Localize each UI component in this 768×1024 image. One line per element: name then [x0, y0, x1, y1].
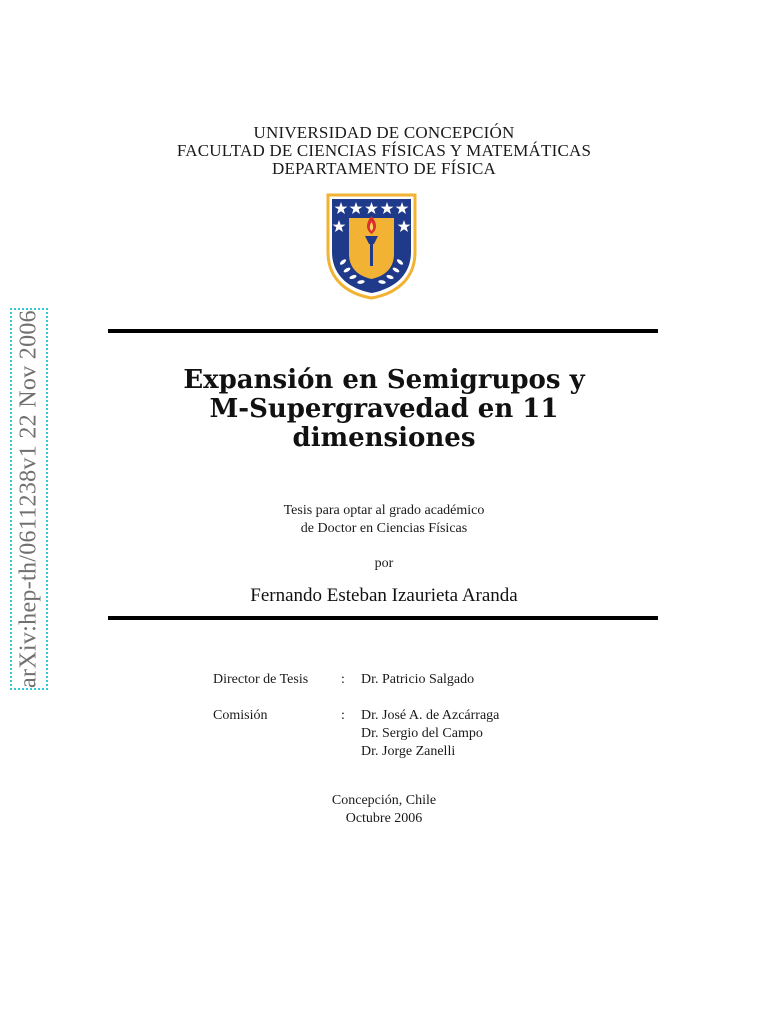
date: Octubre 2006 — [345, 811, 423, 826]
director-colon: : — [341, 672, 345, 687]
committee-member: Dr. Jorge Zanelli — [361, 744, 456, 759]
comision-colon: : — [341, 708, 345, 723]
university-crest-icon — [325, 192, 418, 300]
faculty-name: FACULTAD DE CIENCIAS FÍSICAS Y MATEMÁTICAS — [176, 141, 592, 160]
thesis-title-line-1: Expansión en Semigrupos y — [183, 365, 585, 395]
arxiv-stamp-text: arXiv:hep-th/0611238v1 22 Nov 2006 — [15, 310, 42, 688]
place: Concepción, Chile — [331, 793, 437, 808]
thesis-title-line-3: dimensiones — [292, 423, 476, 453]
by-label: por — [374, 556, 394, 571]
author-name: Fernando Esteban Izaurieta Aranda — [250, 585, 518, 606]
university-name: UNIVERSIDAD DE CONCEPCIÓN — [253, 123, 515, 142]
department-name: DEPARTAMENTO DE FÍSICA — [272, 159, 496, 178]
director-name: Dr. Patricio Salgado — [361, 672, 475, 687]
thesis-purpose-line-2: de Doctor en Ciencias Físicas — [300, 521, 468, 536]
arxiv-stamp — [10, 308, 48, 690]
comision-label: Comisión — [213, 708, 268, 723]
top-rule — [108, 329, 658, 333]
committee-member: Dr. José A. de Azcárraga — [361, 708, 500, 723]
bottom-rule — [108, 616, 658, 620]
committee-member: Dr. Sergio del Campo — [361, 726, 483, 741]
thesis-purpose-line-1: Tesis para optar al grado académico — [283, 503, 485, 518]
director-label: Director de Tesis — [213, 672, 309, 687]
thesis-title-line-2: M-Supergravedad en 11 — [209, 394, 559, 424]
